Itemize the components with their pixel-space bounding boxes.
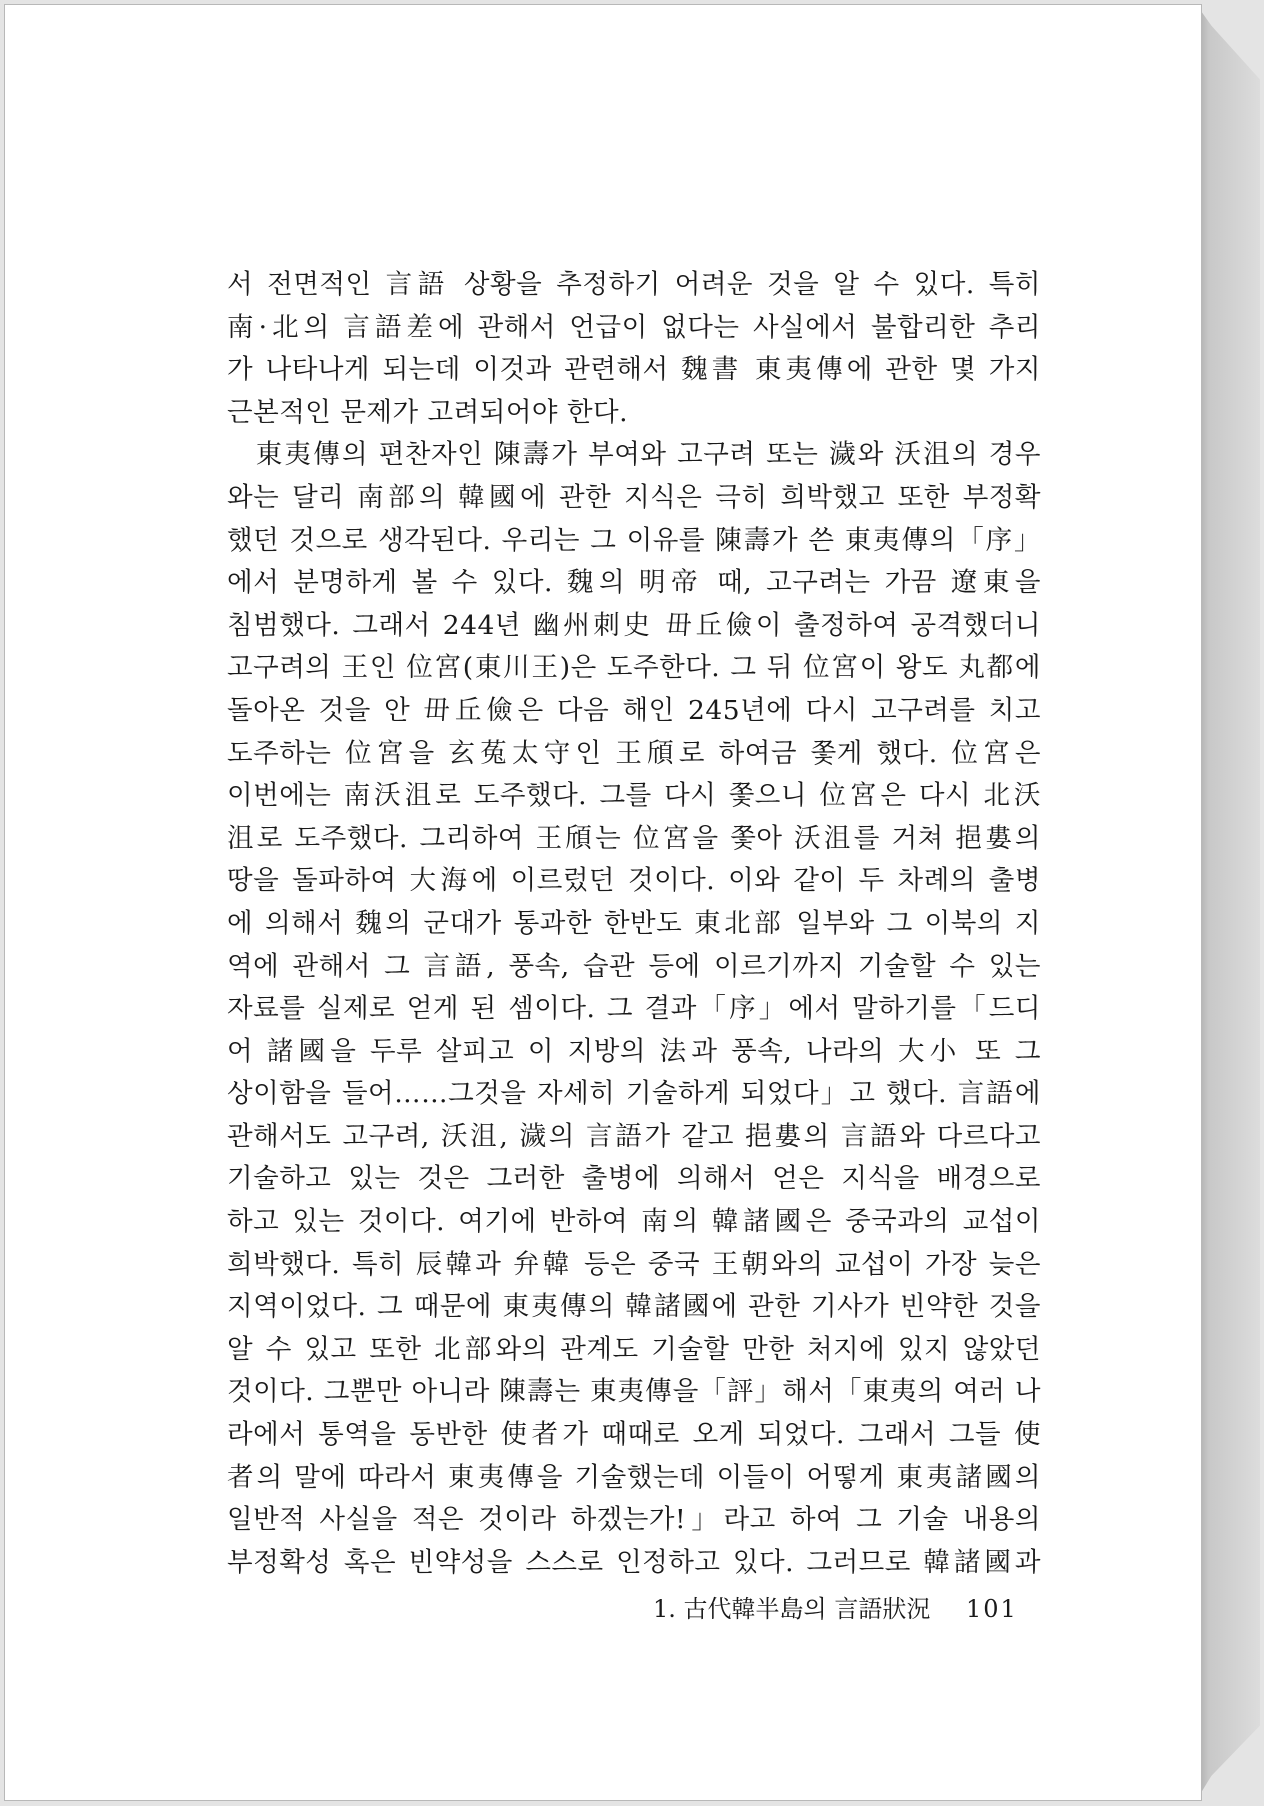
text-line: 이번에는 南沃沮로 도주했다. 그를 다시 쫓으니 位宮은 다시 北沃	[227, 780, 1041, 812]
text-line: 가 나타나게 되는데 이것과 관련해서 魏書 東夷傳에 관한 몇 가지	[227, 354, 1041, 386]
text-line: 도주하는 位宮을 玄菟太守인 王頎로 하여금 쫓게 했다. 位宮은	[227, 737, 1041, 769]
text-line: 땅을 돌파하여 大海에 이르렀던 것이다. 이와 같이 두 차례의 출병	[227, 865, 1041, 897]
text-line: 기술하고 있는 것은 그러한 출병에 의해서 얻은 지식을 배경으로	[227, 1163, 1041, 1195]
page-footer	[653, 1589, 1018, 1624]
running-head: 1. 古代韓半島의 言語狀況	[653, 1595, 931, 1623]
text-line: 에 의해서 魏의 군대가 통과한 한반도 東北部 일부와 그 이북의 지	[227, 907, 1041, 939]
text-line: 자료를 실제로 얻게 된 셈이다. 그 결과「序」에서 말하기를「드디	[227, 993, 1041, 1025]
page-number: 101	[965, 1595, 1018, 1623]
text-line: 근본적인 문제가 고려되어야 한다.	[227, 396, 629, 428]
text-line: 관해서도 고구려, 沃沮, 濊의 言語가 같고 挹婁의 言語와 다르다고	[227, 1120, 1041, 1152]
text-line: 東夷傳의 편찬자인 陳壽가 부여와 고구려 또는 濊와 沃沮의 경우	[227, 439, 1041, 471]
text-line: 와는 달리 南部의 韓國에 관한 지식은 극히 희박했고 또한 부정확	[227, 481, 1041, 513]
text-line: 者의 말에 따라서 東夷傳을 기술했는데 이들이 어떻게 東夷諸國의	[227, 1461, 1041, 1493]
text-line: 역에 관해서 그 言語, 풍속, 습관 등에 이르기까지 기술할 수 있는	[227, 950, 1041, 982]
text-line: 돌아온 것을 안 毌丘儉은 다음 해인 245년에 다시 고구려를 치고	[227, 694, 1041, 726]
text-line: 에서 분명하게 볼 수 있다. 魏의 明帝 때, 고구려는 가끔 遼東을	[227, 567, 1041, 599]
text-line: 라에서 통역을 동반한 使者가 때때로 오게 되었다. 그래서 그들 使	[227, 1419, 1041, 1451]
text-line: 부정확성 혹은 빈약성을 스스로 인정하고 있다. 그러므로 韓諸國과	[227, 1546, 1041, 1578]
text-line: 침범했다. 그래서 244년 幽州刺史 毌丘儉이 출정하여 공격했더니	[227, 609, 1041, 641]
text-line: 것이다. 그뿐만 아니라 陳壽는 東夷傳을「評」해서「東夷의 여러 나	[227, 1376, 1041, 1408]
text-line: 지역이었다. 그 때문에 東夷傳의 韓諸國에 관한 기사가 빈약한 것을	[227, 1291, 1041, 1323]
text-line: 희박했다. 특히 辰韓과 弁韓 등은 중국 王朝와의 교섭이 가장 늦은	[227, 1248, 1041, 1280]
text-line: 고구려의 王인 位宮(東川王)은 도주한다. 그 뒤 位宮이 왕도 丸都에	[227, 652, 1041, 684]
text-line: 沮로 도주했다. 그리하여 王頎는 位宮을 쫓아 沃沮를 거쳐 挹婁의	[227, 822, 1041, 854]
text-line: 알 수 있고 또한 北部와의 관계도 기술할 만한 처지에 있지 않았던	[227, 1333, 1041, 1365]
text-line: 일반적 사실을 적은 것이라 하겠는가!」라고 하여 그 기술 내용의	[227, 1504, 1041, 1536]
text-line: 상이함을 들어……그것을 자세히 기술하게 되었다」고 했다. 言語에	[227, 1078, 1041, 1110]
text-line: 어 諸國을 두루 살피고 이 지방의 法과 풍속, 나라의 大小 또 그	[227, 1035, 1041, 1067]
text-line: 서 전면적인 言語 상황을 추정하기 어려운 것을 알 수 있다. 특히	[227, 269, 1041, 300]
text-line: 하고 있는 것이다. 여기에 반하여 南의 韓諸國은 중국과의 교섭이	[227, 1206, 1041, 1238]
page-edge-shadow	[1196, 4, 1260, 1801]
text-line: 했던 것으로 생각된다. 우리는 그 이유를 陳壽가 쓴 東夷傳의「序」	[227, 524, 1041, 556]
body-text	[227, 264, 1041, 1584]
text-line: 南·北의 言語差에 관해서 언급이 없다는 사실에서 불합리한 추리	[227, 311, 1041, 343]
